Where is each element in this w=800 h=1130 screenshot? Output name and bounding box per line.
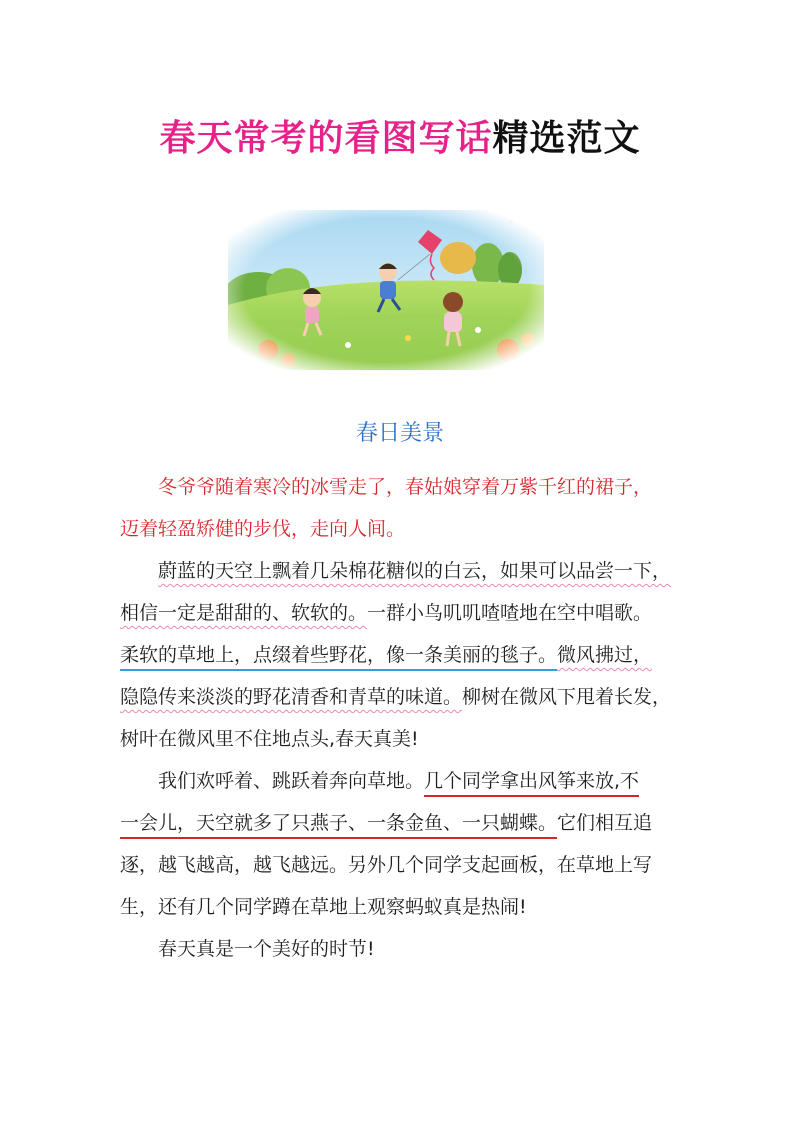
plain-text: 它们相互追 — [557, 812, 653, 834]
paragraph-activities — [120, 760, 700, 928]
blue-underlined-text: 柔软的草地上，点缀着些野花，像一条美丽的毯子。 — [120, 644, 558, 666]
text-line: 迈着轻盈矫健的步伐，走向人间。 — [120, 518, 406, 540]
red-underlined-text: 几个同学拿出风筝来放,不 — [424, 770, 640, 792]
wavy-underlined-text: 相信一定是甜甜的、软软的。 — [120, 602, 368, 624]
text-line — [120, 760, 700, 802]
text-line: 生，还有几个同学蹲在草地上观察蚂蚁真是热闹! — [120, 896, 527, 918]
plain-text: 一群小鸟叽叽喳喳地在空中唱歌。 — [367, 602, 653, 624]
title-part-pink: 春天常考的看图写话 — [159, 117, 493, 159]
title-part-black: 精选范文 — [492, 117, 641, 159]
text-line — [120, 550, 700, 592]
section-subtitle: 春日美景 — [355, 421, 444, 446]
text-line: 逐，越飞越高，越飞越远。另外几个同学支起画板，在草地上写 — [120, 854, 653, 876]
paragraph-intro — [120, 466, 700, 550]
wavy-underlined-text: 隐隐传来淡淡的野花清香和青草的味道。 — [120, 686, 463, 708]
text-line: 树叶在微风里不住地点头,春天真美! — [120, 728, 419, 750]
page-title — [0, 110, 800, 161]
text-line: 春天真是一个美好的时节! — [158, 938, 375, 960]
text-line — [120, 634, 700, 676]
text-line — [120, 676, 700, 718]
wavy-underlined-text: 蔚蓝的天空上飘着几朵棉花糖似的白云，如果可以品尝一下， — [158, 560, 672, 582]
red-underlined-text: 一会儿，天空就多了只燕子、一条金鱼、一只蝴蝶。 — [120, 812, 558, 834]
plain-text: 柳树在微风下甩着长发， — [462, 686, 672, 708]
paragraph-scenery — [120, 550, 700, 760]
plain-text: 我们欢呼着、跳跃着奔向草地。 — [158, 770, 425, 792]
text-line: 冬爷爷随着寒冷的冰雪走了，春姑娘穿着万紫千红的裙子， — [158, 476, 653, 498]
kite-children-meadow-icon — [228, 210, 544, 370]
paragraph-conclusion — [120, 928, 700, 970]
wavy-underlined-text: 微风拂过， — [557, 644, 653, 666]
text-line — [120, 802, 700, 844]
text-line — [120, 592, 700, 634]
